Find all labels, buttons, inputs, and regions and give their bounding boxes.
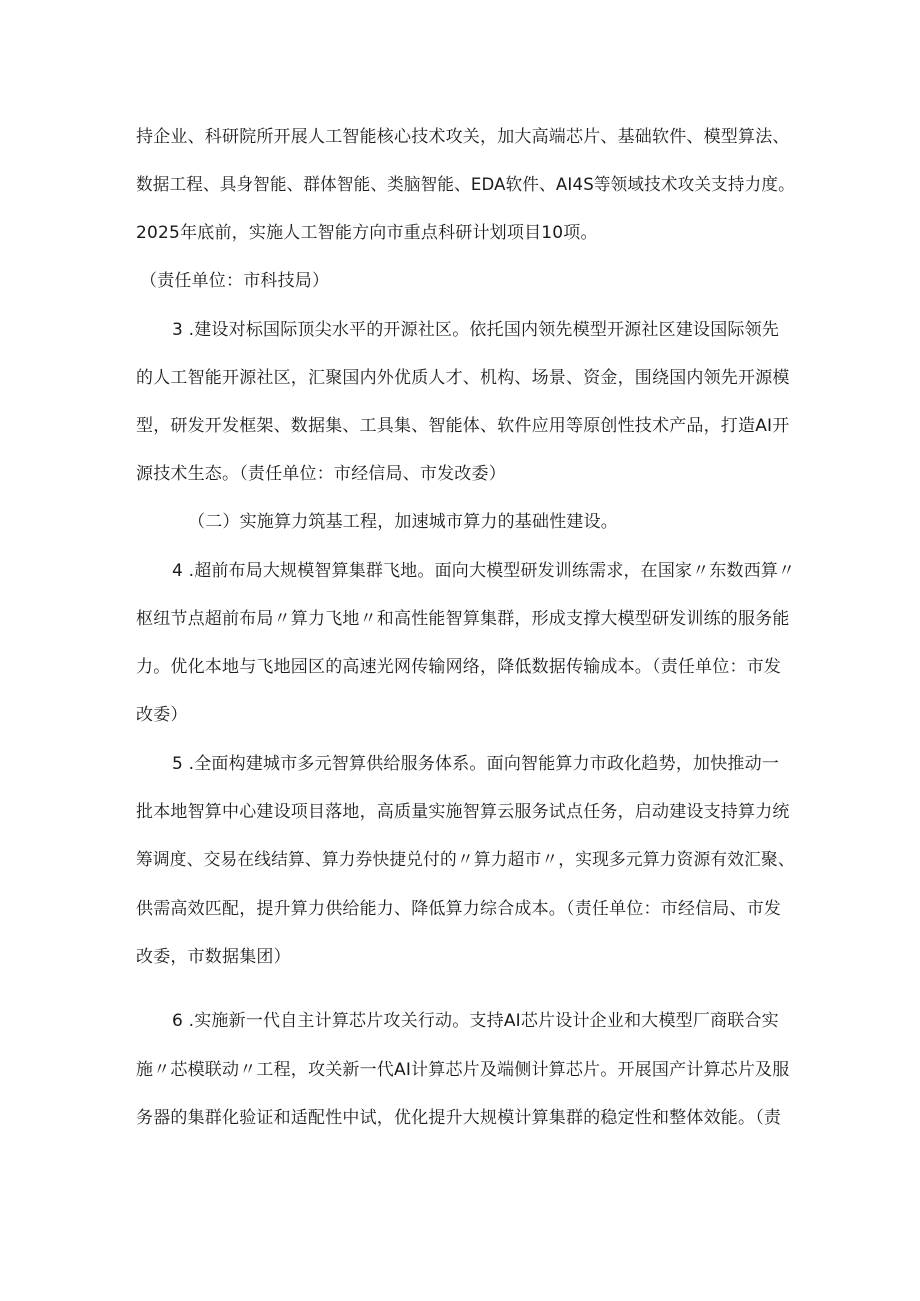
text-line: 源技术生态。（责任单位：市经信局、市发改委） <box>136 464 506 484</box>
item-heading: 6 .实施新一代自主计算芯片攻关行动。支持AI芯片设计企业和大模型厂商联合实 <box>172 1011 779 1031</box>
item-heading: 4 .超前布局大规模智算集群飞地。面向大模型研发训练需求，在国家〃东数西算〃 <box>172 561 796 581</box>
text-line: 改委） <box>136 705 188 725</box>
item-heading: 3 .建设对标国际顶尖水平的开源社区。依托国内领先模型开源社区建设国际领先 <box>172 320 780 340</box>
text-line: 筹调度、交易在线结算、算力券快捷兑付的〃算力超市〃，实现多元算力资源有效汇聚、 <box>136 850 795 870</box>
text-line: 数据工程、具身智能、群体智能、类脑智能、EDA软件、AI4S等领域技术攻关支持力度。 <box>136 175 795 195</box>
text-line: 务器的集群化验证和适配性中试，优化提升大规模计算集群的稳定性和整体效能。（责 <box>136 1108 782 1128</box>
text-line: 2025年底前，实施人工智能方向市重点科研计划项目10项。 <box>136 223 598 243</box>
responsibility-line: （责任单位：市科技局） <box>140 271 330 291</box>
text-line: 批本地智算中心建设项目落地，高质量实施智算云服务试点任务，启动建设支持算力统 <box>136 802 790 822</box>
text-line: 力。优化本地与飞地园区的高速光网传输网络，降低数据传输成本。（责任单位：市发 <box>136 657 782 677</box>
item-heading: 5 .全面构建城市多元智算供给服务体系。面向智能算力市政化趋势，加快推动一 <box>172 754 780 774</box>
text-line: 持企业、科研院所开展人工智能核心技术攻关，加大高端芯片、基础软件、模型算法、 <box>136 127 790 147</box>
text-line: 型，研发开发框架、数据集、工具集、智能体、软件应用等原创性技术产品，打造AI开 <box>136 416 790 436</box>
section-heading: （二）实施算力筑基工程，加速城市算力的基础性建设。 <box>188 512 618 532</box>
text-line: 枢纽节点超前布局〃算力飞地〃和高性能智算集群，形成支撑大模型研发训练的服务能 <box>136 609 790 629</box>
text-line: 供需高效匹配，提升算力供给能力、降低算力综合成本。（责任单位：市经信局、市发 <box>136 899 782 919</box>
text-line: 的人工智能开源社区，汇聚国内外优质人才、机构、场景、资金，围绕国内领先开源模 <box>136 368 790 388</box>
text-line: 施〃芯模联动〃工程，攻关新一代AI计算芯片及端侧计算芯片。开展国产计算芯片及服 <box>136 1060 790 1080</box>
text-line: 改委，市数据集团） <box>136 947 291 967</box>
